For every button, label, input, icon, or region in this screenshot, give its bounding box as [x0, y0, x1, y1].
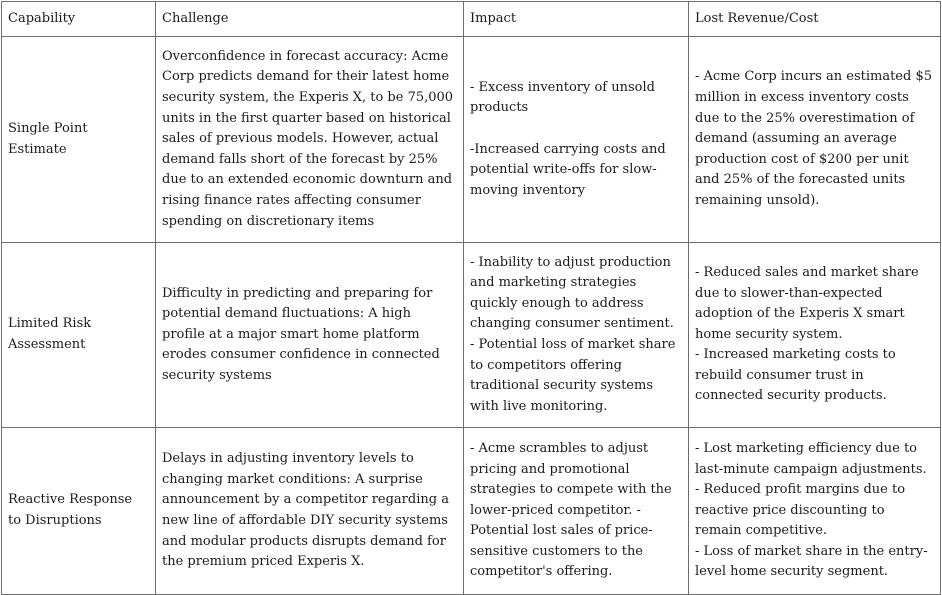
- lost-revenue-cell: [689, 243, 941, 428]
- impact-item: - Excess inventory of unsold products: [470, 79, 655, 116]
- header-lost-revenue-cost: Lost Revenue/Cost: [689, 2, 941, 37]
- challenge-cell: Overconfidence in forecast accuracy: Acme Corp predicts demand for their latest home security system, the Experis X, to be 75,000 units in the first quarter based on historical sales of previous models. However, actual demand falls short of the forecast by 25% due to an extended economic downturn and rising finance rates affecting consumer spending on discretionary items: [156, 37, 464, 243]
- impact-cell: [464, 243, 689, 428]
- capability-cell: Reactive Response to Disruptions: [2, 428, 156, 595]
- header-row: [2, 2, 941, 37]
- challenge-cell: Delays in adjusting inventory levels to changing market conditions: A surprise announcement by a competitor regarding a new line of affordable DIY security systems and modular products disrupts demand for the premium priced Experis X.: [156, 428, 464, 595]
- lost-revenue-item: - Reduced profit margins due to reactive price discounting to remain competitive.: [695, 482, 906, 539]
- lost-revenue-cell: [689, 428, 941, 595]
- table-row: [2, 428, 941, 595]
- capability-cell: Single Point Estimate: [2, 37, 156, 243]
- capability-challenges-table: [1, 1, 941, 595]
- table-row: [2, 37, 941, 243]
- lost-revenue-cell: [689, 37, 941, 243]
- lost-revenue-item: - Lost marketing efficiency due to last-minute campaign adjustments.: [695, 440, 927, 477]
- impact-item: -Increased carrying costs and potential write-offs for slow-moving inventory: [470, 141, 666, 198]
- impact-item: - Inability to adjust production and marketing strategies quickly enough to address changing consumer sentiment.: [470, 254, 674, 332]
- lost-revenue-item: - Increased marketing costs to rebuild consumer trust in connected security products.: [695, 347, 896, 404]
- lost-revenue-item: - Loss of market share in the entry-level home security segment.: [695, 543, 928, 580]
- impact-item: - Potential loss of market share to competitors offering traditional security systems with live monitoring.: [470, 337, 676, 414]
- capability-cell: Limited Risk Assessment: [2, 243, 156, 428]
- impact-cell: [464, 37, 689, 243]
- header-challenge: Challenge: [156, 2, 464, 37]
- impact-item: - Acme scrambles to adjust pricing and promotional strategies to compete with the lower-priced competitor. - Potential lost sales of price-sensitive customers to the competitor's offering.: [470, 440, 672, 580]
- table-row: [2, 243, 941, 428]
- header-impact: Impact: [464, 2, 689, 37]
- lost-revenue-item: - Acme Corp incurs an estimated $5 million in excess inventory costs due to the 25% overestimation of demand (assuming an average production cost of $200 per unit and 25% of the forecasted units remaining unsold).: [695, 69, 932, 208]
- impact-cell: [464, 428, 689, 595]
- challenge-cell: Difficulty in predicting and preparing for potential demand fluctuations: A high profile at a major smart home platform erodes consumer confidence in connected security systems: [156, 243, 464, 428]
- lost-revenue-item: - Reduced sales and market share due to slower-than-expected adoption of the Experis X smart home security system.: [695, 264, 919, 342]
- header-capability: Capability: [2, 2, 156, 37]
